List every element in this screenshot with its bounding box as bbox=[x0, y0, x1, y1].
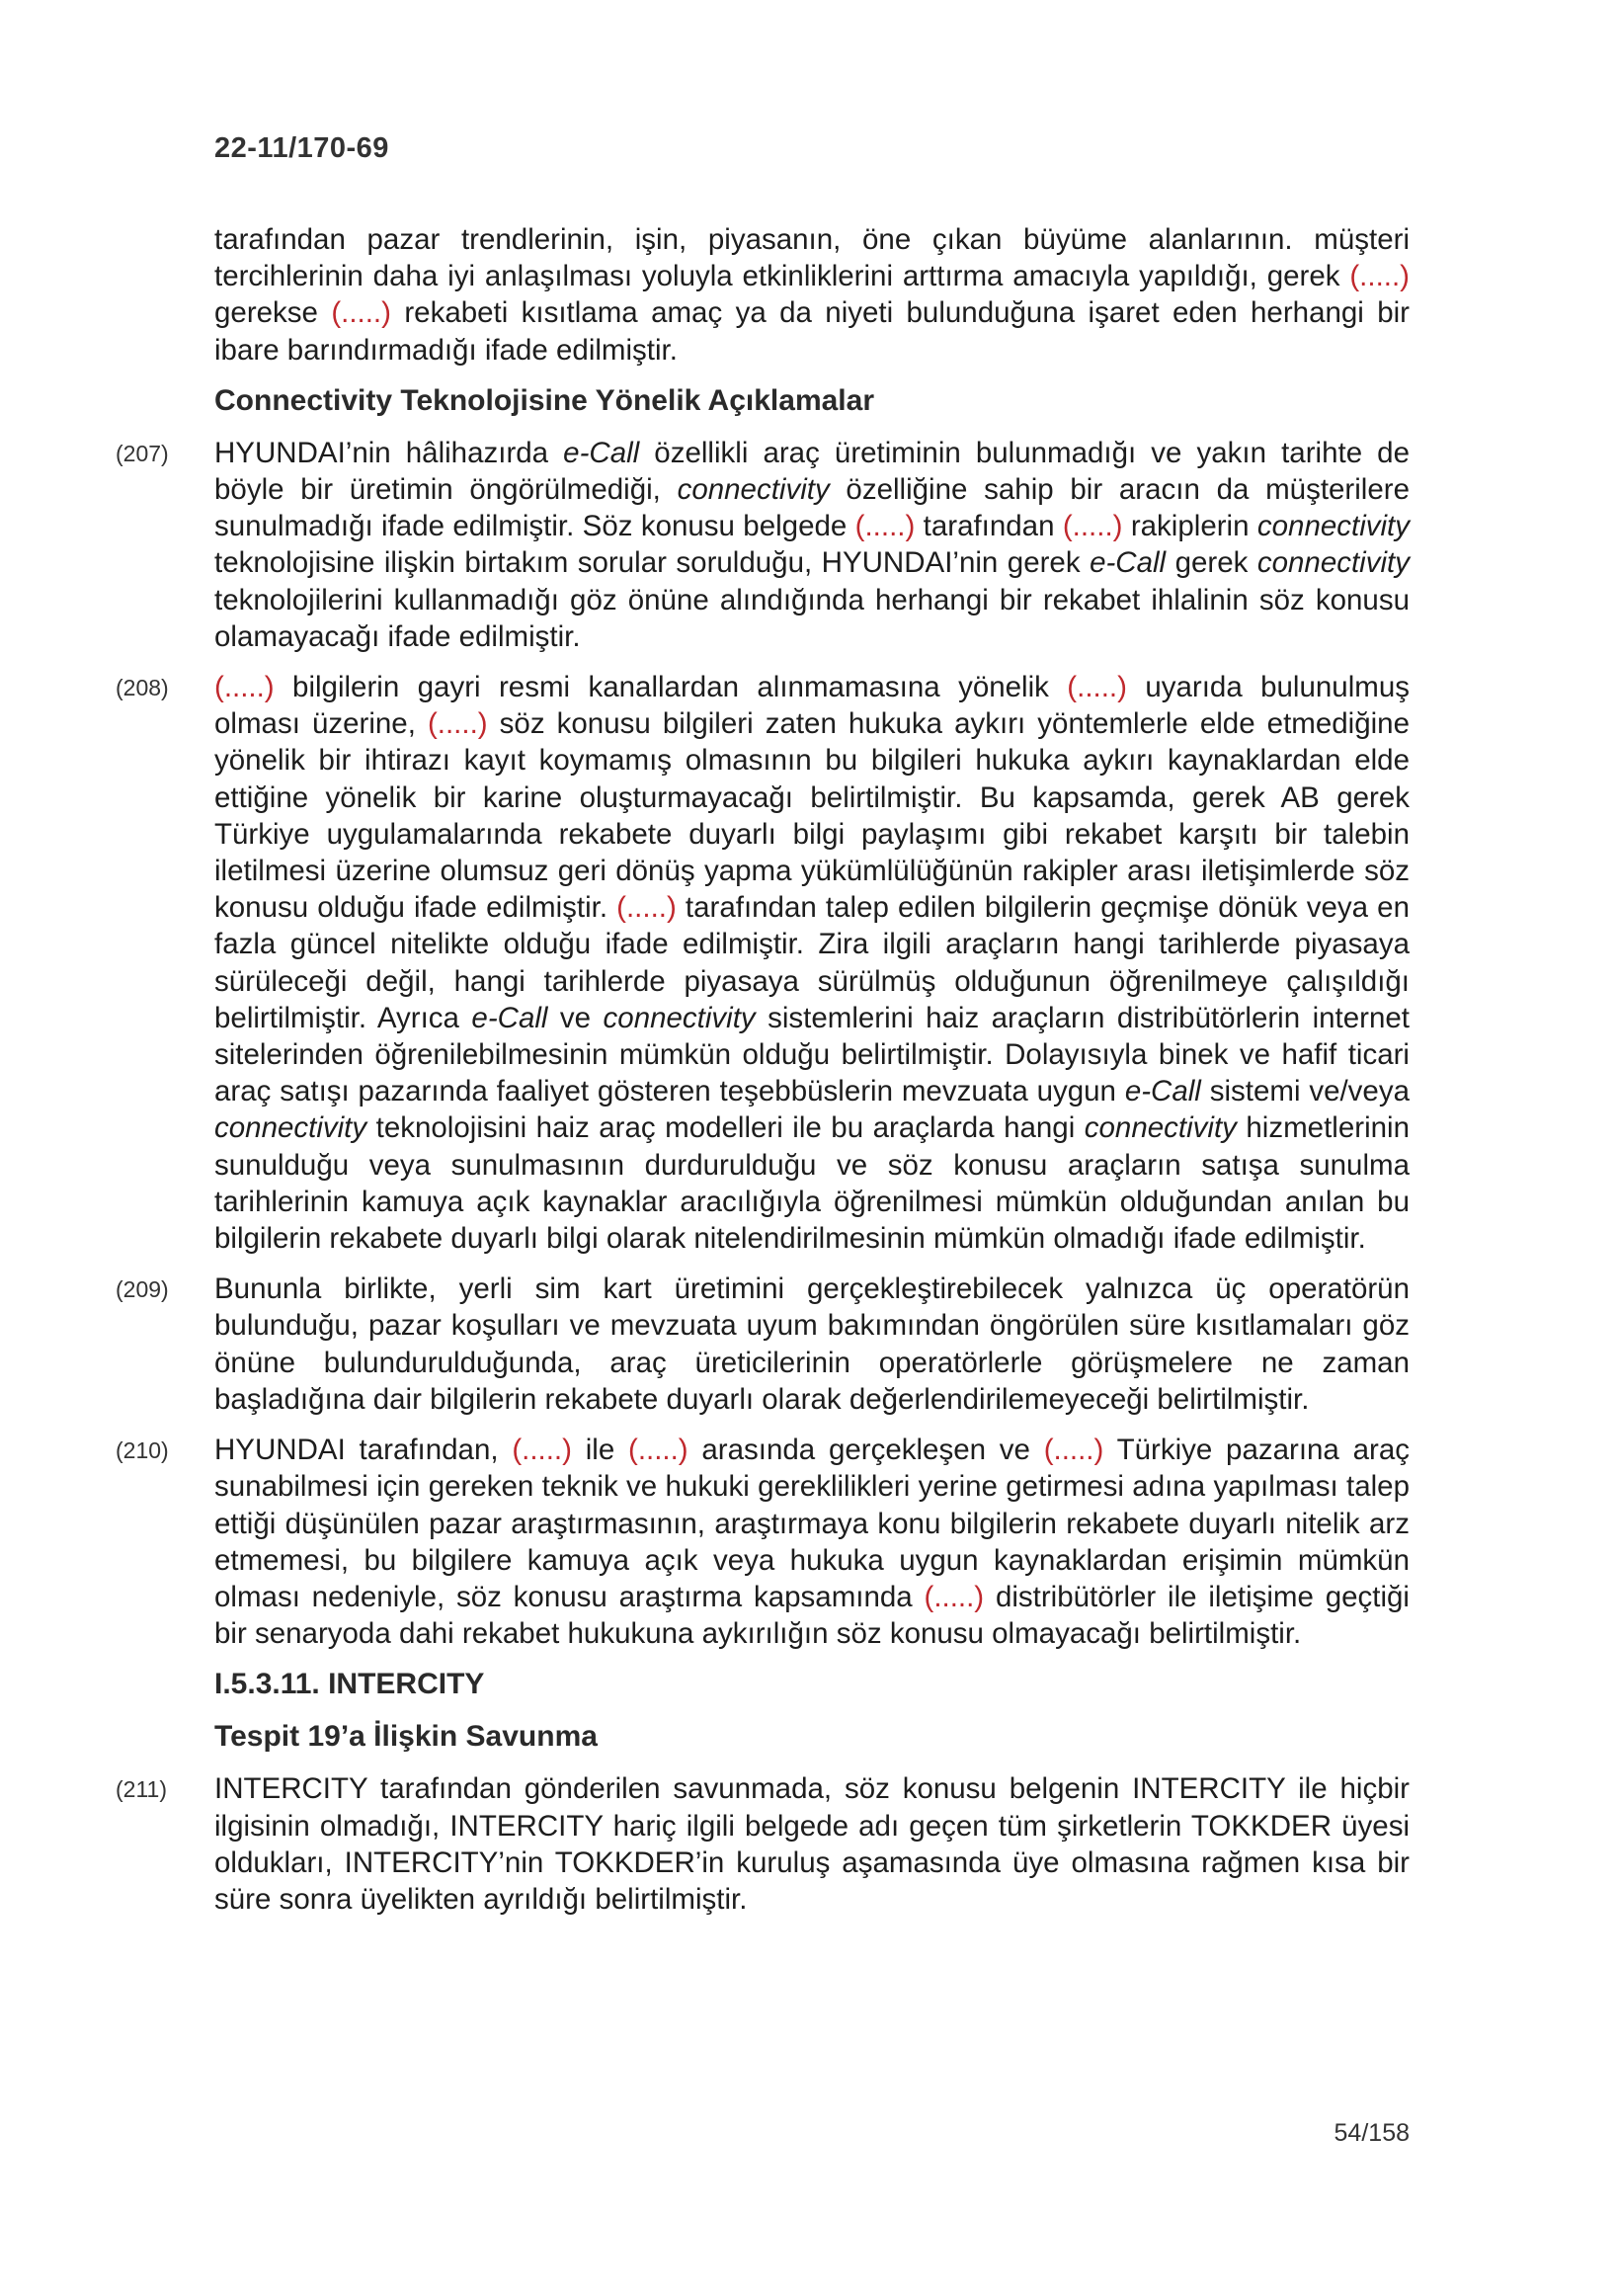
section-heading: Tespit 19’a İlişkin Savunma bbox=[214, 1720, 598, 1754]
paragraph-p208 bbox=[116, 669, 1410, 1257]
paragraph-number: (208) bbox=[116, 675, 169, 701]
redaction-marker: (.....) bbox=[1349, 260, 1410, 293]
text-segment: connectivity bbox=[1084, 1111, 1237, 1145]
text-segment: özellikli araç üretiminin bulunmadığı ve yakın tarihte de böyle bir üretimin öngörülmediği, bbox=[214, 436, 1410, 507]
redaction-marker: (.....) bbox=[512, 1434, 572, 1467]
text-segment: HYUNDAI’nin hâlihazırda bbox=[214, 436, 564, 469]
redaction-marker: (.....) bbox=[1062, 510, 1123, 543]
text-segment: ve bbox=[547, 1001, 604, 1034]
redaction-marker: (.....) bbox=[924, 1580, 985, 1613]
paragraph-p210 bbox=[116, 1432, 1410, 1652]
document-number: 22-11/170-69 bbox=[214, 132, 389, 164]
text-segment: tarafından bbox=[915, 510, 1063, 543]
redaction-marker: (.....) bbox=[854, 510, 916, 543]
text-segment: tarafından talep edilen bilgilerin geçmişe dönük veya en fazla güncel nitelikte olduğu ifade edilmiştir. Zira ilgili araçların hangi tarihlerde piyasaya sürüleceği değil, hangi tarihlerde piyasaya sürülmüş olduğunun öğrenilmeye çalışıldığı belirtilmiştir. Ayrıca bbox=[214, 891, 1410, 1034]
text-segment: Türkiye pazarına araç sunabilmesi için gereken teknik ve hukuki gereklilikleri yerine getirmesi adına yapılması talep ettiği düşünülen pazar araştırmasının, araştırmaya konu bilgilerin rekabete duyarlı nitelik arz etmemesi, bu bilgilere kamuya açık veya hukuka uygun kaynaklardan erişimin mümkün olması nedeniyle, söz konusu araştırma kapsamında bbox=[214, 1434, 1410, 1613]
text-segment: gerekse bbox=[214, 296, 332, 330]
text-segment: teknolojisini haiz araç modelleri ile bu araçlarda hangi bbox=[366, 1111, 1085, 1145]
text-segment: connectivity bbox=[214, 1111, 367, 1145]
text-segment: tarafından pazar trendlerinin, işin, piyasanın, öne çıkan büyüme alanlarının. müşteri tercihlerinin daha iyi anlaşılması yoluyla etkinliklerini arttırma amacıyla yapıldığı, gerek bbox=[214, 223, 1410, 293]
redaction-marker: (.....) bbox=[616, 891, 677, 925]
section-heading: Connectivity Teknolojisine Yönelik Açıklamalar bbox=[214, 383, 874, 417]
text-segment: teknolojilerini kullanmadığı göz önüne alındığında herhangi bir rekabet ihlalinin söz konusu olamayacağı ifade edilmiştir. bbox=[214, 583, 1410, 653]
text-segment: distribütörler ile iletişime geçtiği bir senaryoda dahi rekabet hukukuna aykırılığın söz konusu olmayacağı belirtilmiştir. bbox=[214, 1580, 1410, 1651]
text-segment: teknolojisine ilişkin birtakım sorular sorulduğu, HYUNDAI’nin gerek bbox=[214, 546, 1091, 580]
text-segment: INTERCITY tarafından gönderilen savunmada, söz konusu belgenin INTERCITY ile hiçbir ilgisinin olmadığı, INTERCITY hariç ilgili belgede adı geçen tüm şirketlerin TOKKDER üyesi oldukları, INTERCITY’nin TOKKDER’in kuruluş aşamasında üye olmasına rağmen kısa bir süre sonra üyelikten ayrıldığı belirtilmiştir. bbox=[214, 1772, 1410, 1916]
text-segment: e-Call bbox=[1090, 546, 1167, 580]
text-segment: connectivity bbox=[1256, 510, 1411, 543]
paragraph-number: (211) bbox=[116, 1776, 167, 1803]
redaction-marker: (.....) bbox=[1043, 1434, 1104, 1467]
text-segment: hizmetlerinin sunulduğu veya sunulmasının durdurulduğu ve söz konusu araçların satışa sunulma tarihlerinin kamuya açık kaynaklar aracılığıyla öğrenilmesi mümkün olduğundan anılan bu bilgilerin rekabete duyarlı bilgi olarak nitelendirilmesinin mümkün olmadığı ifade edilmiştir. bbox=[214, 1111, 1410, 1256]
redaction-marker: (.....) bbox=[214, 671, 275, 704]
text-segment: gerek bbox=[1166, 546, 1257, 580]
text-segment: bilgilerin gayri resmi kanallardan alınmamasına yönelik bbox=[274, 671, 1068, 704]
text-segment: connectivity bbox=[603, 1001, 756, 1034]
text-segment: rekabeti kısıtlama amaç ya da niyeti bulunduğuna işaret eden herhangi bir ibare barındırmadığı ifade edilmiştir. bbox=[214, 296, 1410, 367]
redaction-marker: (.....) bbox=[331, 296, 391, 330]
text-segment: e-Call bbox=[471, 1001, 548, 1034]
text-segment: ile bbox=[571, 1434, 628, 1467]
text-segment: Bununla birlikte, yerli sim kart üretimini gerçekleştirebilecek yalnızca üç operatörün bulunduğu, pazar koşulları ve mevzuata uyum bakımından öngörülen süre kısıtlamaları göz önüne bulundurulduğunda, araç üreticilerinin operatörlerle görüşmelere ne zaman başladığına dair bilgilerin rekabete duyarlı olarak değerlendirilemeyeceği belirtilmiştir. bbox=[214, 1272, 1410, 1416]
text-segment: özelliğine sahip bir aracın da müşterilere sunulmadığı ifade edilmiştir. Söz konusu belgede bbox=[214, 473, 1410, 543]
text-segment: e-Call bbox=[563, 436, 640, 469]
text-segment: uyarıda bulunulmuş olması üzerine, bbox=[214, 671, 1410, 741]
text-segment: arasında gerçekleşen ve bbox=[687, 1434, 1044, 1467]
paragraph-number: (209) bbox=[116, 1276, 169, 1303]
text-segment: rakiplerin bbox=[1122, 510, 1257, 543]
text-segment: e-Call bbox=[1124, 1075, 1201, 1108]
paragraph-number: (210) bbox=[116, 1437, 169, 1464]
text-segment: connectivity bbox=[1256, 546, 1410, 580]
redaction-marker: (.....) bbox=[628, 1434, 688, 1467]
text-segment: connectivity bbox=[677, 473, 830, 507]
redaction-marker: (.....) bbox=[1067, 671, 1127, 704]
document-body bbox=[116, 221, 1411, 1931]
text-segment: HYUNDAI tarafından, bbox=[214, 1434, 513, 1467]
redaction-marker: (.....) bbox=[427, 707, 488, 741]
paragraph-p209 bbox=[116, 1271, 1410, 1418]
paragraph-cont bbox=[214, 221, 1410, 369]
page-number: 54/158 bbox=[1334, 2119, 1410, 2147]
paragraph-number: (207) bbox=[116, 440, 169, 466]
paragraph-p207 bbox=[116, 435, 1411, 655]
text-segment: sistemlerini haiz araçların distribütörlerin internet sitelerinden öğrenilebilmesinin mümkün olduğu belirtilmiştir. Dolayısıyla binek ve hafif ticari araç satışı pazarında faaliyet gösteren teşebbüslerin mevzuata uygun bbox=[214, 1001, 1410, 1108]
section-heading: I.5.3.11. INTERCITY bbox=[214, 1668, 485, 1701]
text-segment: söz konusu bilgileri zaten hukuka aykırı yöntemlerle elde etmediğine yönelik bir ihtirazı kayıt koymamış olmasının bu bilgileri hukuka aykırı kaynaklardan elde ettiğine yönelik bir karine oluşturmayacağı belirtilmiştir. Bu kapsamda, gerek AB gerek Türkiye uygulamalarında rekabete duyarlı bilgi paylaşımı gibi rekabet karşıtı bir talebin iletilmesi üzerine olumsuz geri dönüş yapma yükümlülüğünün rakipler arası iletişimlerde söz konusu olduğu ifade edilmiştir. bbox=[214, 707, 1410, 925]
paragraph-p211 bbox=[116, 1770, 1410, 1918]
text-segment: sistemi ve/veya bbox=[1200, 1075, 1410, 1108]
